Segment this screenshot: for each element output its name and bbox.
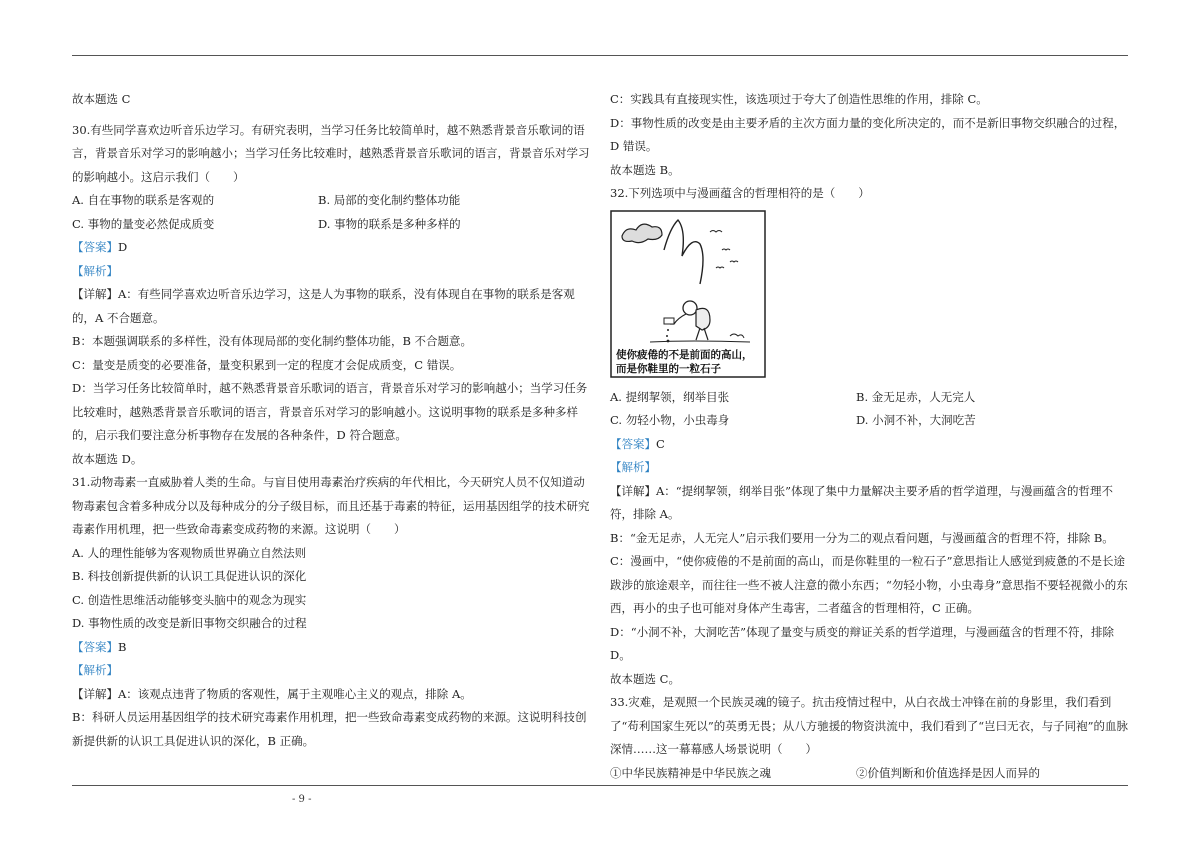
q30-analysis-tag: 【解析】 — [72, 263, 118, 278]
left-column — [72, 88, 594, 753]
page-number: - 9 - — [292, 794, 312, 805]
answer-tag: 【答案】 — [72, 639, 118, 654]
q30-option-a: A. 自在事物的联系是客观的 — [72, 193, 215, 207]
q32-options — [610, 386, 1130, 433]
q32-option-b: B. 金无足赤，人无完人 — [856, 389, 976, 404]
q30-detail-d: D：当学习任务比较简单时，越不熟悉背景音乐歌词的语言，背景音乐对学习的影响越小；当学习任务比较难时，越熟悉背景音乐歌词的语言，背景音乐对学习的影响越小。这说明事物的联系是多种多样的，启示我们要注意分析事物存在发展的各种条件，D 符合题意。 — [72, 381, 588, 442]
footer-rule — [72, 785, 1128, 786]
q32-cartoon — [610, 210, 766, 378]
q32-analysis-tag: 【解析】 — [610, 460, 656, 474]
q30-conclusion: 故本题选 D。 — [72, 451, 143, 466]
q32-option-c: C. 勿轻小物，小虫毒身 — [610, 413, 730, 427]
q30-detail-a: 【详解】A：有些同学喜欢边听音乐边学习，这是人为事物的联系，没有体现自在事物的联系是客观的，A 不合题意。 — [72, 287, 575, 325]
q31-conclusion: 故本题选 B。 — [610, 162, 680, 177]
q32-detail-c: C：漫画中，“使你疲倦的不是前面的高山，而是你鞋里的一粒石子”意思指让人感觉到疲惫的不是长途跋涉的旅途艰辛，而往往一些不被人注意的微小东西；“勿轻小物，小虫毒身”意思指不要轻视微小的东西，再小的虫子也可能对身体产生毒害，二者蕴含的哲理相符，C 正确。 — [610, 554, 1128, 615]
prev-conclusion: 故本题选 C — [72, 92, 131, 106]
q30-option-c: C. 事物的量变必然促成质变 — [72, 216, 215, 231]
q31-options — [72, 542, 594, 636]
q32-answer — [610, 433, 1130, 457]
q32-option-d: D. 小洞不补，大洞吃苦 — [856, 413, 976, 427]
q32-conclusion: 故本题选 C。 — [610, 671, 680, 686]
q30-option-b: B. 局部的变化制约整体功能 — [318, 193, 461, 207]
q31-detail-c: C：实践具有直接现实性，该选项过于夸大了创造性思维的作用，排除 C。 — [610, 92, 988, 106]
q31-detail-a: 【详解】A：该观点违背了物质的客观性，属于主观唯心主义的观点，排除 A。 — [72, 686, 472, 701]
q31-option-b: B. 科技创新提供新的认识工具促进认识的深化 — [72, 569, 307, 583]
answer-tag: 【答案】 — [610, 436, 656, 451]
q33-options — [610, 762, 1130, 786]
cartoon-caption-line1: 使你疲倦的不是前面的高山， — [616, 348, 753, 361]
answer-tag: 【答案】 — [72, 240, 118, 254]
q32-detail-b: B：“金无足赤，人无完人”启示我们要用一分为二的观点看问题，与漫画蕴含的哲理不符，排除 B。 — [610, 530, 1114, 545]
q32-option-a: A. 提纲挈领，纲举目张 — [610, 389, 730, 404]
q30-detail-c: C：量变是质变的必要准备，量变积累到一定的程度才会促成质变，C 错误。 — [72, 357, 462, 372]
q32-detail-d: D：“小洞不补，大洞吃苦”体现了量变与质变的辩证关系的哲学道理，与漫画蕴含的哲理不符，排除 D。 — [610, 624, 1114, 662]
q33-option-2: ②价值判断和价值选择是因人而异的 — [856, 765, 1040, 780]
q30-answer-value: D — [118, 240, 128, 254]
q30-option-d: D. 事物的联系是多种多样的 — [318, 216, 461, 231]
q31-answer-value: B — [118, 639, 127, 654]
q30-stem: 30.有些同学喜欢边听音乐边学习。有研究表明，当学习任务比较简单时，越不熟悉背景音乐歌词的语言，背景音乐对学习的影响越小；当学习任务比较难时，越熟悉背景音乐歌词的语言，背景音乐对学习的影响越小。这启示我们（ ） — [72, 122, 590, 184]
q33-stem: 33.灾难，是观照一个民族灵魂的镜子。抗击疫情过程中，从白衣战士冲锋在前的身影里，我们看到了“苟利国家生死以”的英勇无畏；从八方驰援的物资洪流中，我们看到了“岂曰无衣，与子同袍”的血脉深情……这一幕幕感人场景说明（ ） — [610, 695, 1129, 756]
q30-detail-b: B：本题强调联系的多样性，没有体现局部的变化制约整体功能，B 不合题意。 — [72, 334, 473, 348]
q31-analysis-tag: 【解析】 — [72, 663, 118, 677]
q31-detail-d: D：事物性质的改变是由主要矛盾的主次方面力量的变化所决定的，而不是新旧事物交织融合的过程，D 错误。 — [610, 115, 1126, 153]
q32-stem: 32.下列选项中与漫画蕴含的哲理相符的是（ ） — [610, 186, 870, 200]
q32-answer-value: C — [656, 436, 665, 451]
q32-detail-a: 【详解】A：“提纲挈领，纲举目张”体现了集中力量解决主要矛盾的哲学道理，与漫画蕴含的哲理不符，排除 A。 — [610, 483, 1114, 521]
q31-option-d: D. 事物性质的改变是新旧事物交织融合的过程 — [72, 616, 307, 630]
q30-options — [72, 189, 594, 236]
q31-detail-b: B：科研人员运用基因组学的技术研究毒素作用机理，把一些致命毒素变成药物的来源。这说明科技创新提供新的认识工具促进认识的深化，B 正确。 — [72, 710, 587, 748]
q31-stem: 31.动物毒素一直威胁着人类的生命。与盲目使用毒素治疗疾病的年代相比，今天研究人员不仅知道动物毒素包含着多种成分以及每种成分的分子级目标，而且还基于毒素的特征，运用基因组学的技术研究毒素作用机理，把一些致命毒素变成药物的来源。这说明（ ） — [72, 475, 590, 536]
cartoon-caption-line2: 而是你鞋里的一粒石子 — [616, 362, 721, 375]
header-rule — [72, 55, 1128, 56]
q33-option-1: ①中华民族精神是中华民族之魂 — [610, 765, 771, 780]
right-column — [610, 88, 1130, 785]
q31-option-c: C. 创造性思维活动能够变头脑中的观念为现实 — [72, 592, 307, 607]
q31-answer — [72, 636, 594, 660]
q31-option-a: A. 人的理性能够为客观物质世界确立自然法则 — [72, 545, 307, 560]
q30-answer — [72, 236, 594, 260]
